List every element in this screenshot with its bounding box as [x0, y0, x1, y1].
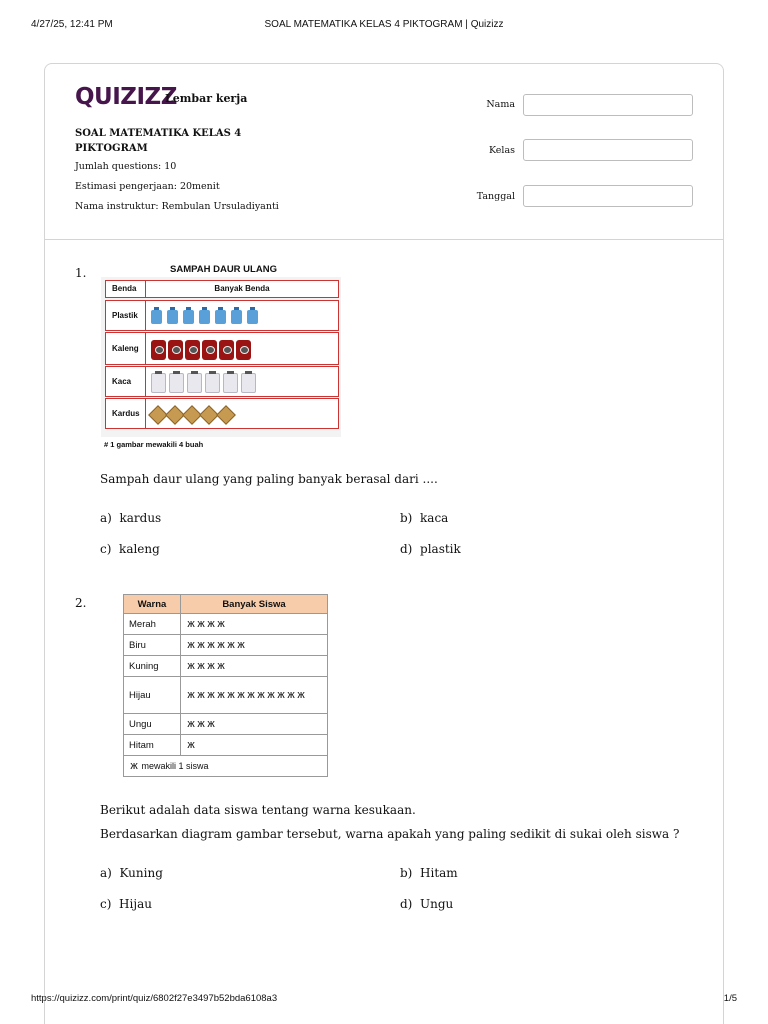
q1-row-icons	[145, 300, 339, 331]
student-figure-icon: ж	[237, 688, 245, 701]
student-figure-icon: ж	[197, 617, 205, 630]
q1-row-icons	[145, 332, 339, 365]
table-row	[124, 635, 328, 656]
q2-legend	[124, 756, 328, 777]
can-icon	[202, 340, 217, 360]
table-row	[124, 714, 328, 735]
student-figure-icon: ж	[287, 688, 295, 701]
q1-pictograph	[101, 277, 341, 437]
question-2-text-1: Berikut adalah data siswa tentang warna kesukaan.	[100, 803, 416, 817]
q1-row-label: Plastik	[105, 300, 147, 331]
student-figure-icon: ж	[297, 688, 305, 701]
jar-icon	[223, 373, 238, 393]
q2-row-color: Merah	[124, 614, 181, 635]
student-figure-icon: ж	[207, 638, 215, 651]
q2-row-color: Hijau	[124, 677, 181, 714]
student-figure-icon: ж	[187, 717, 195, 730]
name-label: Nama	[486, 99, 515, 110]
box-icon	[216, 405, 236, 425]
q2-row-color: Ungu	[124, 714, 181, 735]
option-key: a)	[100, 511, 112, 525]
jar-icon	[241, 373, 256, 393]
student-figure-icon: ж	[277, 688, 285, 701]
student-figure-icon: ж	[187, 659, 195, 672]
q2-option-a[interactable]	[100, 866, 163, 880]
q1-option-c[interactable]	[100, 542, 160, 556]
class-field[interactable]	[523, 139, 693, 161]
option-key: b)	[400, 866, 413, 880]
bottle-icon	[151, 310, 162, 324]
option-text: kardus	[119, 511, 162, 525]
student-figure-icon: ж	[197, 638, 205, 651]
option-key: b)	[400, 511, 413, 525]
student-figure-icon: ж	[130, 759, 138, 772]
jar-icon	[169, 373, 184, 393]
q2-row-figures	[181, 677, 328, 714]
q2-row-figures	[181, 656, 328, 677]
student-figure-icon: ж	[187, 738, 195, 751]
student-figure-icon: ж	[227, 688, 235, 701]
student-figure-icon: ж	[187, 638, 195, 651]
option-key: c)	[100, 897, 112, 911]
table-row	[124, 735, 328, 756]
bottle-icon	[231, 310, 242, 324]
q1-row-label: Kaca	[105, 366, 147, 397]
question-1-number: 1.	[75, 266, 87, 280]
student-figure-icon: ж	[207, 688, 215, 701]
q1-header-count: Banyak Benda	[145, 280, 339, 298]
header-divider	[45, 239, 723, 240]
q2-row-color: Kuning	[124, 656, 181, 677]
student-figure-icon: ж	[217, 638, 225, 651]
name-field[interactable]	[523, 94, 693, 116]
class-label: Kelas	[488, 145, 515, 156]
q1-option-a[interactable]	[100, 511, 161, 525]
student-figure-icon: ж	[197, 659, 205, 672]
table-row	[124, 614, 328, 635]
quizizz-logo: QUIZIZZ	[75, 84, 177, 110]
option-text: Ungu	[420, 897, 454, 911]
q2-header-count: Banyak Siswa	[181, 595, 328, 614]
student-figure-icon: ж	[217, 688, 225, 701]
student-figure-icon: ж	[187, 617, 195, 630]
q2-row-figures	[181, 714, 328, 735]
question-1-text: Sampah daur ulang yang paling banyak berasal dari ....	[100, 472, 438, 486]
option-text: kaleng	[119, 542, 160, 556]
q2-row-color: Hitam	[124, 735, 181, 756]
student-figure-icon: ж	[247, 688, 255, 701]
q1-option-d[interactable]	[400, 542, 461, 556]
print-page-number: 1/5	[723, 993, 737, 1004]
meta-estimated-time: Estimasi pengerjaan: 20menit	[75, 181, 220, 192]
option-text: Kuning	[119, 866, 163, 880]
student-figure-icon: ж	[207, 659, 215, 672]
q2-row-figures	[181, 614, 328, 635]
student-figure-icon: ж	[217, 617, 225, 630]
student-figure-icon: ж	[227, 638, 235, 651]
can-icon	[219, 340, 234, 360]
q2-legend-row	[124, 756, 328, 777]
question-2-text-2: Berdasarkan diagram gambar tersebut, warna apakah yang paling sedikit di sukai oleh siswa ?	[100, 827, 680, 841]
legend-text: mewakili 1 siswa	[141, 760, 209, 771]
can-icon	[236, 340, 251, 360]
q1-pictograph-note: # 1 gambar mewakili 4 buah	[104, 440, 204, 449]
q2-option-b[interactable]	[400, 866, 458, 880]
option-key: d)	[400, 542, 413, 556]
print-title: SOAL MATEMATIKA KELAS 4 PIKTOGRAM | Quizizz	[264, 19, 504, 30]
student-figure-icon: ж	[237, 638, 245, 651]
bottle-icon	[183, 310, 194, 324]
meta-question-count: Jumlah questions: 10	[75, 161, 177, 172]
can-icon	[151, 340, 166, 360]
option-text: plastik	[420, 542, 461, 556]
student-figure-icon: ж	[207, 717, 215, 730]
table-row	[124, 656, 328, 677]
student-figure-icon: ж	[197, 717, 205, 730]
q2-option-d[interactable]	[400, 897, 453, 911]
q2-row-color: Biru	[124, 635, 181, 656]
option-key: c)	[100, 542, 112, 556]
jar-icon	[205, 373, 220, 393]
student-figure-icon: ж	[207, 617, 215, 630]
q1-option-b[interactable]	[400, 511, 448, 525]
q2-option-c[interactable]	[100, 897, 152, 911]
student-figure-icon: ж	[217, 659, 225, 672]
q2-row-figures	[181, 735, 328, 756]
quiz-title: SOAL MATEMATIKA KELAS 4 PIKTOGRAM	[75, 128, 242, 154]
table-row	[124, 677, 328, 714]
option-key: d)	[400, 897, 413, 911]
option-key: a)	[100, 866, 112, 880]
worksheet-label: Lembar kerja	[165, 92, 248, 105]
student-figure-icon: ж	[267, 688, 275, 701]
q1-chart-title: SAMPAH DAUR ULANG	[170, 264, 277, 275]
date-label: Tanggal	[476, 191, 515, 202]
can-icon	[185, 340, 200, 360]
student-figure-icon: ж	[197, 688, 205, 701]
meta-instructor: Nama instruktur: Rembulan Ursuladiyanti	[75, 201, 279, 212]
bottle-icon	[247, 310, 258, 324]
q1-row-label: Kardus	[105, 398, 147, 429]
q1-row-icons	[145, 366, 339, 397]
jar-icon	[187, 373, 202, 393]
option-text: Hijau	[119, 897, 152, 911]
student-figure-icon: ж	[257, 688, 265, 701]
option-text: kaca	[420, 511, 449, 525]
print-url: https://quizizz.com/print/quiz/6802f27e3497b52bda6108a3	[31, 993, 278, 1004]
print-datetime: 4/27/25, 12:41 PM	[31, 19, 113, 30]
q1-header-item: Benda	[105, 280, 147, 298]
bottle-icon	[199, 310, 210, 324]
option-text: Hitam	[420, 866, 458, 880]
q1-row-label: Kaleng	[105, 332, 147, 365]
jar-icon	[151, 373, 166, 393]
student-figure-icon: ж	[187, 688, 195, 701]
q2-pictograph-table	[123, 594, 328, 777]
date-field[interactable]	[523, 185, 693, 207]
table-header-row	[124, 595, 328, 614]
bottle-icon	[167, 310, 178, 324]
can-icon	[168, 340, 183, 360]
question-2-number: 2.	[75, 596, 87, 610]
q1-row-icons	[145, 398, 339, 429]
q2-row-figures	[181, 635, 328, 656]
bottle-icon	[215, 310, 226, 324]
q2-header-color: Warna	[124, 595, 181, 614]
